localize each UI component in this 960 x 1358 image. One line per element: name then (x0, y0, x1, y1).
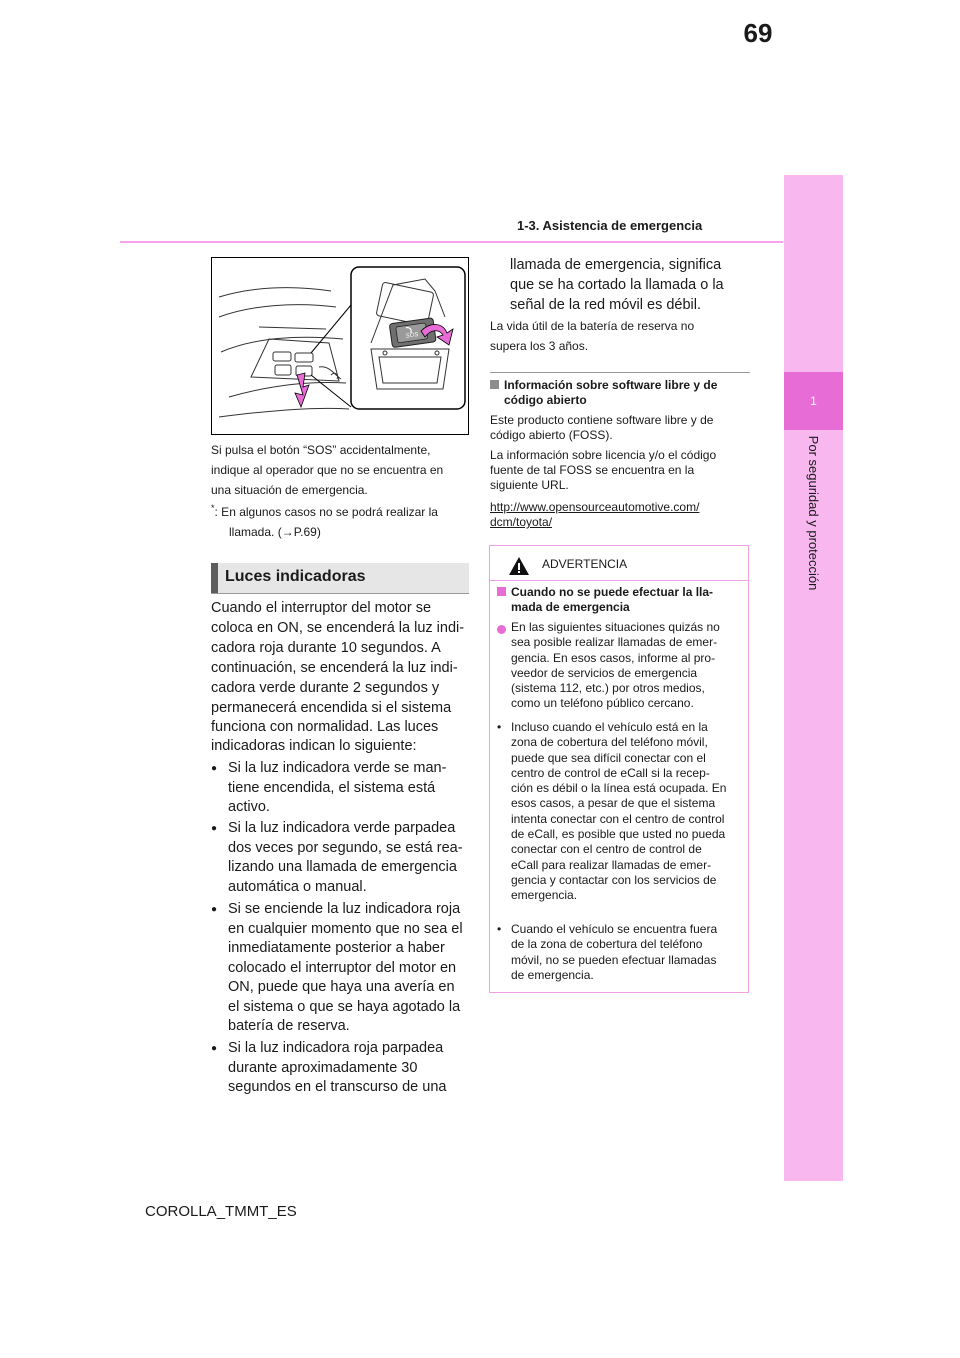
warning-line: centro de control de eCall si la recep- (511, 765, 710, 780)
body-line: cadora verde durante 2 segundos y (211, 680, 440, 696)
body-line: permanecerá encendida si el sistema (211, 700, 452, 716)
list-item-line: batería de reserva. (228, 1018, 350, 1034)
foss-paragraph (490, 413, 713, 443)
battery-note-line: La vida útil de la batería de reserva no (490, 319, 695, 333)
list-item-line: dos veces por segundo, se está rea- (228, 839, 463, 856)
body-line: Cuando el interruptor del motor se (211, 600, 432, 616)
list-item (211, 900, 469, 1037)
circle-bullet-icon (497, 625, 506, 634)
figure-caption-line: Si pulsa el botón “SOS” accidentalmente, (211, 443, 431, 457)
warning-line: emergencia. (511, 888, 578, 903)
warning-line: de la zona de cobertura del teléfono (511, 937, 703, 952)
body-line: señal de la red móvil es débil. (510, 297, 702, 313)
bullet-icon: ● (211, 763, 218, 774)
section-title: 1-3. Asistencia de emergencia (517, 218, 703, 233)
square-bullet-icon (497, 587, 506, 596)
header-rule (120, 241, 783, 243)
warning-sub-item (497, 720, 745, 904)
body-line: que se ha cortado la llamada o la (510, 277, 724, 293)
warning-line: eCall para realizar llamadas de emer- (511, 857, 712, 872)
sos-button-illustration (211, 257, 469, 435)
list-item-line: activo. (228, 799, 270, 815)
list-item-line: colocado el interruptor del motor en (228, 959, 457, 976)
sos-button-label: SOS (405, 331, 419, 340)
side-tab-band (784, 175, 843, 1181)
list-item-line: durante aproximadamente 30 (228, 1059, 418, 1076)
list-item-line: segundos en el transcurso de una (228, 1079, 447, 1095)
warning-heading-line: mada de emergencia (511, 600, 630, 615)
warning-line: esos casos, a pesar de que el sistema (511, 796, 716, 811)
foss-line: Este producto contiene software libre y de (490, 413, 714, 427)
document-id: COROLLA_TMMT_ES (145, 1203, 297, 1220)
list-item-line: el sistema o que se haya agotado la (228, 998, 461, 1015)
warning-line: (sistema 112, etc.) por otros medios, (511, 681, 705, 696)
warning-line: veedor de servicios de emergencia (511, 665, 698, 680)
warning-line: ción es débil o la línea está ocupada. En (511, 781, 727, 796)
warning-line: conectar con el centro de control de (511, 842, 702, 857)
body-line: llamada de emergencia, significa (510, 257, 722, 273)
warning-line: Cuando el vehículo se encuentra fuera (511, 922, 718, 936)
sub-bullet-icon: • (497, 720, 502, 734)
section-heading (211, 563, 469, 593)
list-item-line: Si se enciende la luz indicadora roja (228, 901, 461, 917)
list-item (211, 759, 469, 818)
warning-line: puede que sea difícil conectar con el (511, 750, 706, 765)
list-item-line: ON, puede que haya una avería en (228, 979, 455, 995)
warning-line: zona de cobertura del teléfono móvil, (511, 735, 708, 750)
foss-line: fuente de tal FOSS se encuentra en la (490, 463, 695, 477)
sub-bullet-icon: • (497, 922, 502, 936)
body-line: indicadoras indican lo siguiente: (211, 738, 417, 754)
warning-circle-item (497, 620, 742, 712)
chapter-title: Por seguridad y protección (806, 435, 821, 591)
list-item-line: Si la luz indicadora verde se man- (228, 760, 447, 776)
list-item-line: tiene encendida, el sistema está (228, 779, 436, 796)
bullet-icon: ● (211, 823, 218, 834)
body-line: coloca en ON, se encenderá la luz indi- (211, 620, 465, 636)
foss-line: código abierto (FOSS). (490, 428, 613, 442)
foss-heading (490, 378, 717, 408)
heading-bar (211, 563, 218, 593)
warning-line: de eCall, es posible que usted no pueda (511, 827, 726, 842)
list-item-line: Si la luz indicadora verde parpadea (228, 820, 456, 836)
list-item-line: inmediatamente posterior a haber (228, 940, 445, 956)
list-item-line: Si la luz indicadora roja parpadea (228, 1040, 444, 1056)
foss-heading-line: Información sobre software libre y de (504, 378, 718, 392)
warning-line: Incluso cuando el vehículo está en la (511, 720, 708, 734)
foss-line: siguiente URL. (490, 478, 569, 492)
warning-line: como un teléfono público cercano. (511, 696, 694, 711)
list-item-line: automática o manual. (228, 878, 367, 895)
warning-heading-line: Cuando no se puede efectuar la lla- (511, 585, 714, 599)
body-line: continuación, se encenderá la luz indi- (211, 660, 458, 676)
footnote-line (211, 498, 438, 522)
body-line: funciona con normalidad. Las luces (211, 719, 439, 735)
warning-title: ADVERTENCIA (542, 557, 628, 571)
figure-caption-line: una situación de emergencia. (211, 483, 368, 497)
section-heading-text: Luces indicadoras (225, 568, 366, 585)
heading-rule (211, 593, 469, 594)
separator-rule (490, 372, 750, 373)
footnote-text: : En algunos casos no se podrá realizar la (214, 505, 438, 519)
bullet-icon: ● (211, 1043, 218, 1054)
page-number: 69 (743, 18, 773, 48)
list-item (211, 1039, 469, 1098)
foss-link-line[interactable]: http://www.opensourceautomotive.com/ (490, 500, 700, 514)
list-item-line: en cualquier momento que no sea el (228, 920, 463, 937)
foss-heading-line: código abierto (504, 393, 587, 407)
foss-link[interactable] (490, 500, 699, 530)
footnote-mark: * (211, 503, 215, 513)
list-item (211, 819, 469, 897)
foss-line: La información sobre licencia y/o el código (490, 448, 717, 462)
warning-line: móvil, no se pueden efectuar llamadas (511, 952, 717, 967)
square-bullet-icon (490, 380, 499, 389)
warning-line: gencia y contactar con los servicios de (511, 872, 717, 887)
warning-line: En las siguientes situaciones quizás no (511, 620, 720, 634)
bullet-icon: ● (211, 904, 218, 915)
warning-sub-item (497, 922, 745, 983)
footnote-line: llamada. (→P.69) (229, 525, 321, 539)
chapter-number: 1 (810, 394, 817, 408)
foss-link-line[interactable]: dcm/toyota/ (490, 515, 553, 529)
warning-line: gencia. En esos casos, informe al pro- (511, 650, 716, 665)
warning-line: sea posible realizar llamadas de emer- (511, 635, 718, 650)
warning-triangle-icon (508, 556, 530, 576)
body-line: cadora roja durante 10 segundos. A (211, 640, 441, 656)
foss-paragraph (490, 448, 716, 493)
warning-line: de emergencia. (511, 967, 594, 982)
battery-note-line: supera los 3 años. (490, 339, 589, 353)
figure-caption-line: indique al operador que no se encuentra en (211, 463, 444, 477)
warning-heading (497, 585, 713, 616)
list-item-line: lizando una llamada de emergencia (228, 859, 457, 875)
warning-line: intenta conectar con el centro de control (511, 811, 725, 826)
